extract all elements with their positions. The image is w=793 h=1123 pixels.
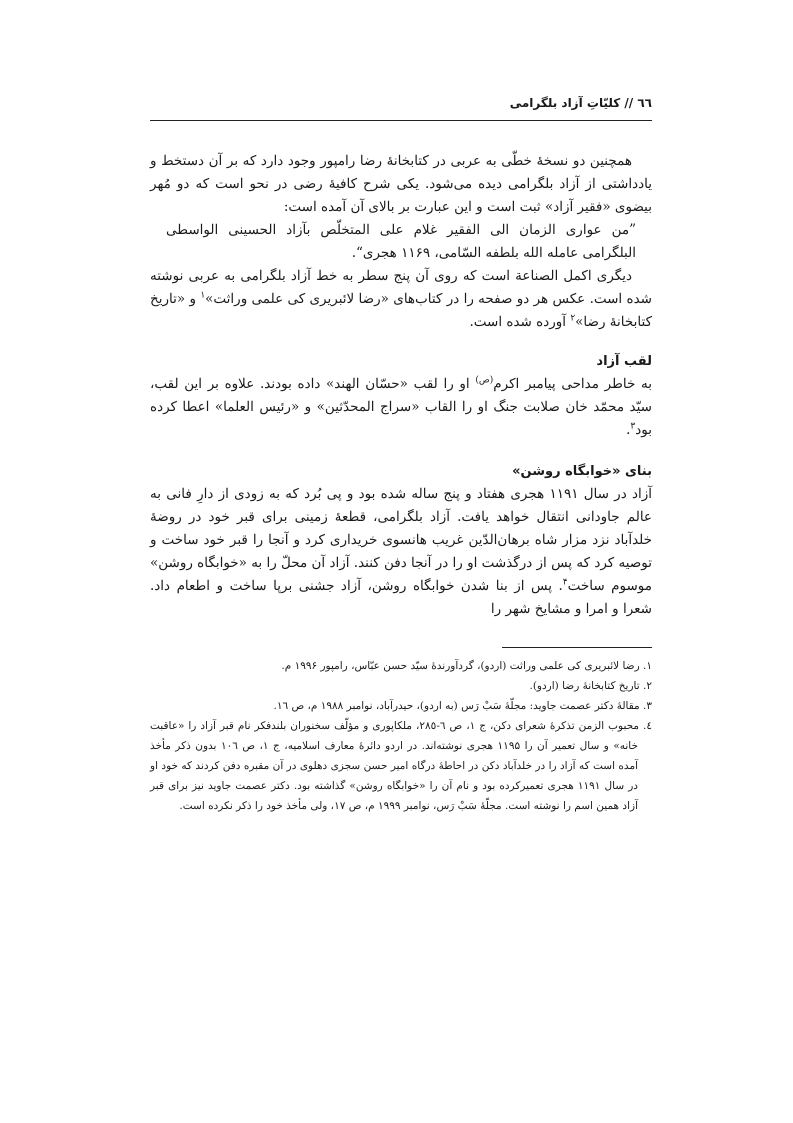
paragraph-2-text-b: و «تاریخ کتابخانهٔ رضا» [150, 291, 652, 330]
paragraph-3-text-c: . [626, 422, 631, 438]
arabic-quote: ”من عواری الزمان الی الفقیر غلام علی المتخلّص بآزاد الحسینی الواسطی البلگرامی عامله الله بلطفه السّامی، ۱۱۶۹ هجری“. [166, 222, 636, 261]
footnote-ref-4: ۴ [562, 577, 568, 588]
footnote-rule [502, 647, 652, 648]
paragraph-4 [150, 483, 652, 621]
footnote-ref-1: ۱ [200, 290, 206, 301]
footnote-4: ٤. محبوب الزمن تذکرهٔ شعرای دکن، ج ۱، ص ٦-٢٨٥، ملکاپوری و مؤلّف سخنوران بلندفکر نام قبر آزاد را «عاقبت خانه» و سال تعمیر آن را ۱۱۹۵ هجری نوشته‌اند. در اردو دائرهٔ معارف اسلامیه، ج ۱، ص ۱۰٦ بدون ذکر مأخذ آمده است که آزاد را در خلدآباد دکن در احاطهٔ درگاه امیر حسن سجزی دهلوی در آن مقبره دفن کردند که خود او در سال ۱۱۹۱ هجری تعمیرکرده بود و نام آن را «خوابگاه روشن» گذاشته بود. دکتر عصمت جاوید نیز برای قبر آزاد همین اسم را نوشته است. مجلّهٔ سَبْ رَس، نوامبر ۱۹۹۹ م، ص ۱۷، ولی مأخذ خود را ذکر نکرده است. [150, 720, 652, 812]
paragraph-1: همچنین دو نسخهٔ خطّی به عربی در کتابخانهٔ رضا رامپور وجود دارد که بر آن دستخط و یادداشتی از آزاد بلگرامی دیده می‌شود. یکی شرح کافیهٔ رضی در نحو است که دو مُهر بیضوی «فقیر آزاد» ثبت است و این عبارت بر بالای آن آمده است: [150, 153, 652, 215]
section-heading-khwabgah: بنای «خوابگاه روشن» [512, 464, 652, 479]
running-header: ٦٦ // كلیّاتِ آزاد بلگرامی [509, 96, 652, 110]
main-text [150, 150, 652, 621]
paragraph-4-text-b: . پس از بنا شدن خوابگاه روشن، آزاد جشنی برپا ساخت و اطعام داد. شعرا و امرا و مشایخ شهر را [150, 578, 652, 617]
paragraph-4-text-a: آزاد در سال ۱۱۹۱ هجری هفتاد و پنج ساله شده بود و پی بُرد که به زودی از دارِ فانی به عالم جاودانی انتقال خواهد یافت. آزاد بلگرامی، قطعهٔ زمینی برای قبر خود در روضهٔ خلدآباد نزد مزار شاه برهان‌الدّین غریب هانسوی خریداری کرد و آنجا را قبر خود ساخت و توصیه کرد که پس از درگذشت او را در آنجا دفن کنند. آزاد آن محلّ را به «خوابگاه روشن» موسوم ساخت [150, 486, 652, 594]
footnote-3: ۳. مقالهٔ دکتر عصمت جاوید: مجلّهٔ سَبْ رَس (به اردو)، حیدرآباد، نوامبر ۱۹۸۸ م، ص ۱٦. [273, 700, 652, 712]
section-heading-laqab: لقب آزاد [596, 354, 652, 369]
paragraph-3-text-a: به خاطر مداحی پیامبر اکرم [493, 376, 652, 392]
paragraph-2 [150, 265, 652, 334]
footnote-ref-3: ۳ [630, 421, 636, 432]
footnote-1: ۱. رضا لائبریری کی علمی وراثت (اردو)، گردآورندهٔ سیّد حسن عبّاس، رامپور ۱۹۹۶ م. [281, 660, 652, 672]
header-rule [150, 120, 652, 121]
paragraph-3-text-b: او را لقب «حسّان الهند» داده بودند. علاوه بر این لقب، سیّد محمّد خان صلابت جنگ او را القاب «سراج المحدّثین» و «رئیس العلما» اعطا کرده بود [150, 376, 652, 438]
paragraph-2-text-a: دیگری اکمل الصناعة است که روی آن پنج سطر به خط آزاد بلگرامی به عربی نوشته شده است. عکس هر دو صفحه را در کتاب‌های «رضا لائبریری کی علمی وراثت» [150, 268, 652, 307]
footnote-2: ۲. تاریخ کتابخانهٔ رضا (اردو). [529, 680, 652, 692]
footnotes [150, 656, 652, 816]
paragraph-2-text-c: آورده شده است. [469, 314, 571, 330]
paragraph-3 [150, 373, 652, 442]
honorific-superscript: (ص) [475, 375, 494, 386]
footnote-ref-2: ۲ [570, 313, 576, 324]
